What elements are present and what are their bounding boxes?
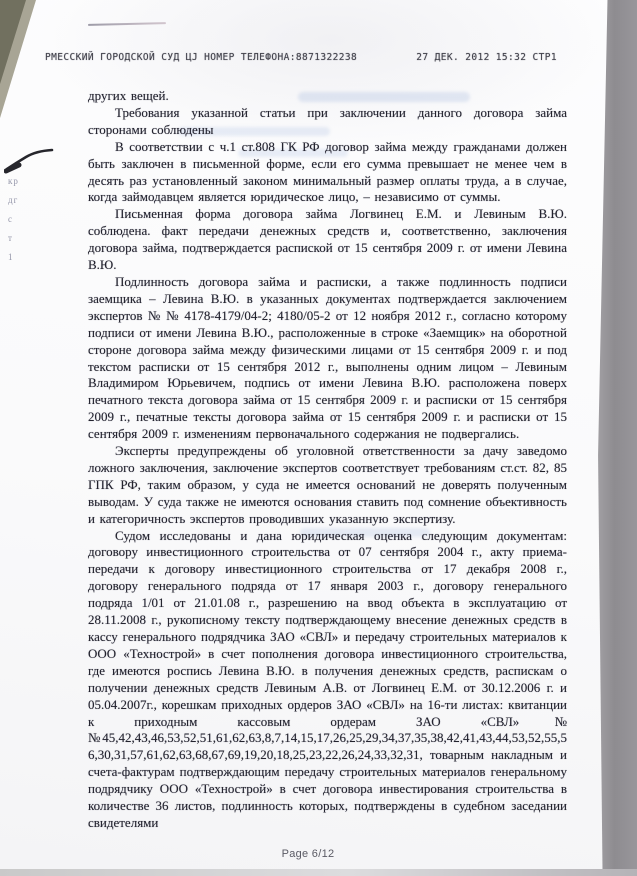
margin-letter: с	[8, 214, 13, 224]
paragraph-documents-list: Судом исследованы и дана юридическая оценка следующим документам: договору инвестиционного строительства от 07 сентября 2004 г., акту приема-передачи к договору инвестиционного строительства от 17 декабря 2008 г., договору генерального подряда от 17 января 2003 г., договору генерального подряда 1/01 от 21.01.08 г., разрешению на ввод объекта в эксплуатацию от 28.11.2008 г., рукописному тексту подтверждающему внесение денежных средств в кассу генерального подрядчика ЗАО «СВЛ» и передачу строительных материалов к ООО «Технострой» в счет пополнения договора инвестиционного строительства, где имеются роспись Левина В.Ю. в получения денежных средств, распискам о получении денежных средств Левиным А.В. от Логвинец Е.М. от 30.12.2006 г. и 05.04.2007г., корешкам приходных ордеров ЗАО «СВЛ» на 16-ти листах: квитанции к приходным кассовым ордерам ЗАО «СВЛ»№№45,42,43,46,53,52,51,61,62,63,8,7,14,15,17,26,25,29,34,37,35,38,42,41,43,44,53,52,55,56,30,31,57,61,62,63,68,67,69,19,20,18,25,23,22,26,24,33,32,31, товарным накладным и счета-фактурам подтверждающим передачу строительных материалов генеральному подрядчику ООО «Технострой» в счет договора инвестирования строительства в количестве 36 листов, подлинность которых, подтверждены в судебном заседании свидетелями	[88, 527, 567, 830]
scan-scratch-line	[88, 22, 166, 26]
paragraph-continuation: других вещей.	[88, 88, 169, 103]
margin-stamp-letters	[8, 172, 28, 267]
paragraph: Подлинность договора займа и расписки, а также подлинность подписи заемщика – Левина В.Ю. в указанных документах подтверждается заключением экспертов № № 4178-4179/04-2; 4180/05-2 от 12 ноября 2012 г., согласно которому подписи от имени Левина В.Ю., расположенные в строке «Заемщик» на оборотной стороне договора займа между физическими лицами от 15 сентября 2009 г. и под текстом расписки от 15 сентября 2012 г., выполнены одним лицом – Левиным Владимиром Юрьевичем, подпись от имени Левина В.Ю. расположена поверх печатного текста договора займа от 15 сентября 2009 г. и расписки от 15 сентября 2009 г., печатные тексты договора займа от 15 сентября 2009 г. и расписки от 15 сентября 2009 г. изменениям первоначального содержания не подвергались.	[88, 273, 567, 442]
paragraph: Эксперты предупреждены об уголовной ответственности за дачу заведомо ложного заключения, заключение экспертов соответствует требованиям ст.ст. 82, 85 ГПК РФ, таким образом, у суда не имеется оснований не доверять полученным выводам. У суда также не имеются основания ставить под сомнение объективность и категоричность экспертов проводивших указанную экспертизу.	[88, 443, 567, 526]
margin-letter: дг	[8, 195, 19, 205]
page-number-label: Page 6/12	[281, 848, 335, 860]
paragraph: Письменная форма договора займа Логвинец Е.М. и Левиным В.Ю. соблюдена. факт передачи денежных средств и, соответственно, заключения договора займа, подтверждается распиской от 15 сентября 2009 г. от имени Левина В.Ю.	[88, 206, 567, 273]
scanner-edge-bottom	[0, 869, 637, 876]
margin-letter: т	[8, 233, 13, 243]
scanner-edge-right	[596, 0, 637, 876]
fax-header-datetime-text: 27 ДЕК. 2012 15:32 СТР1	[416, 52, 557, 63]
document-body	[88, 88, 567, 832]
paragraph: В соответствии с ч.1 ст.808 ГК РФ договор займа между гражданами должен быть заключен в письменной форме, если его сумма превышает не менее чем в десять раз установленный законом минимальный размер оплаты труда, а в случае, когда займодавцем является юридическое лицо, – независимо от суммы.	[88, 138, 567, 205]
paragraph: Требования указанной статьи при заключении данного договора займа сторонами соблюдены	[88, 104, 567, 137]
fax-header	[45, 52, 557, 63]
margin-letter: кр	[8, 176, 19, 186]
margin-letter: 1	[8, 252, 14, 262]
fax-header-station-text: РМЕССКИЙ ГОРОДСКОЙ СУД ЦЈ НОМЕР ТЕЛЕФОНА:8871322238	[45, 52, 358, 63]
